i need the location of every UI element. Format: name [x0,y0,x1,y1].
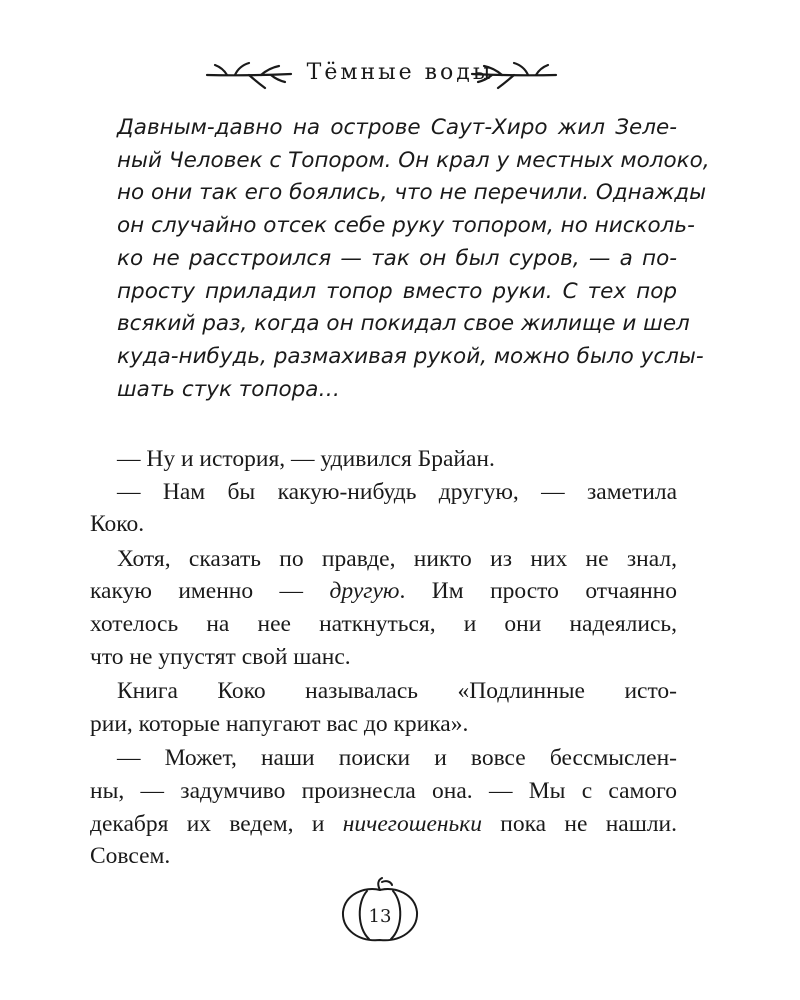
body-line: — Ну и история, — удивился Брайан. [117,446,495,472]
body-line: какую именно — другую. Им просто отчаянно [90,578,677,605]
story-line: куда-нибудь, размахивая рукой, можно было услы- [117,343,704,369]
body-line: Хотя, сказать по правде, никто из них не знал, [117,545,677,572]
story-line: но они так его боялись, что не перечили. Однажды [117,180,707,206]
body-line: хотелось на нее наткнуться, и они надеялись, [90,610,677,637]
running-title: Тёмные воды [306,60,494,85]
page-number-label: 13 [368,906,392,927]
running-header [0,58,800,98]
page-number [337,876,423,946]
story-excerpt [117,112,710,406]
branch-icon [468,58,558,94]
body-line: — Может, наши поиски и вовсе бессмыслен- [117,745,677,772]
body-line: Совсем. [90,843,171,870]
story-line: Давным-давно на острове Саут-Хиро жил Зеле- [117,115,677,140]
story-line: всякий раз, когда он покидал свое жилище и шел [117,311,690,337]
story-line: ко не расстроился — так он был суров, — а по- [117,245,677,271]
body-line: рии, которые напугают вас до крика». [90,710,469,737]
body-line: ны, — задумчиво произнесла она. — Мы с самого [90,777,677,804]
story-line: он случайно отсек себе руку топором, но нисколь- [117,213,695,239]
body-line: Книга Коко называлась «Подлинные исто- [117,678,677,705]
body-line: — Нам бы какую-нибудь другую, — заметила [117,478,677,505]
story-line: шать стук топора… [117,376,340,402]
body-text [90,443,677,873]
body-line: Коко. [90,511,145,538]
story-line: ный Человек с Топором. Он крал у местных молоко, [117,147,710,173]
body-line: декабря их ведем, и ничегошеньки пока не нашли. [90,810,677,837]
body-line: что не упустят свой шанс. [90,643,351,670]
story-line: просту приладил топор вместо руки. С тех пор [117,278,677,304]
